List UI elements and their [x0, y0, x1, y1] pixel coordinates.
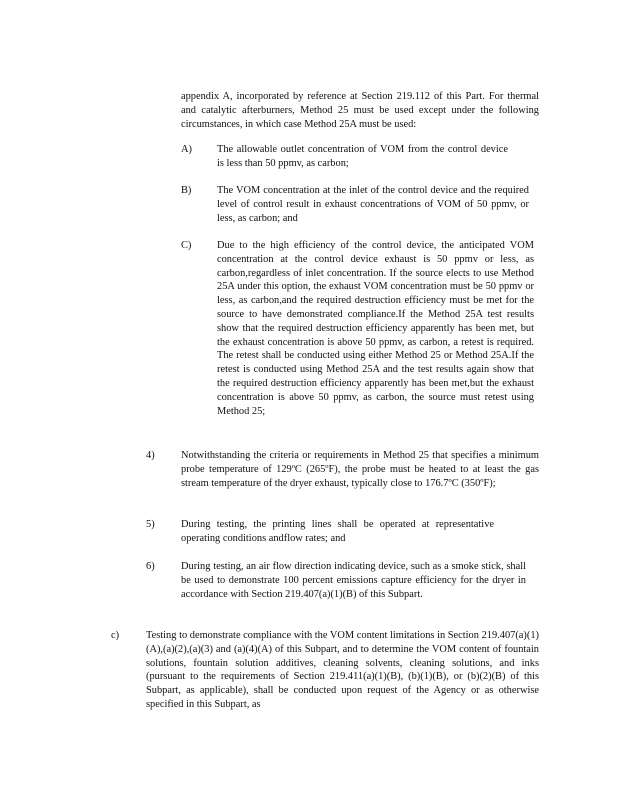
item-6-label: 6): [146, 561, 155, 572]
intro-paragraph: [181, 90, 539, 131]
subitem-b-label: B): [181, 185, 192, 196]
item-4-label: 4): [146, 450, 155, 461]
item-5-label: 5): [146, 519, 155, 530]
subitem-a: [217, 143, 508, 171]
subitem-b: [217, 184, 529, 225]
item-5-text: During testing, the printing lines shall be operated at representative operating conditions andflow rates; and: [181, 519, 494, 544]
subitem-b-text: The VOM concentration at the inlet of the control device and the required level of control result in exhaust concentrations of VOM of 50 ppmv, or less, as carbon; and: [217, 185, 529, 224]
subitem-c-text: Due to the high efficiency of the control device, the anticipated VOM concentration at the control device exhaust is 50 ppmv or less, as carbon,regardless of inlet concentration. If the source elects to use Method 25A under this option, the exhaust VOM concentration must be 50 ppmv or less, as carbon,and the required destruction efficiency must be met for the source to have demonstrated compliance.If the Method 25A test results show that the required destruction efficiency apparently has been met, but the exhaust concentration is above 50 ppmv, as carbon, a retest is required. The retest shall be conducted using either Method 25 or Method 25A.If the retest is conducted using Method 25A and the test results again show that the required destruction efficiency apparently has been met,but the exhaust concentration is above 50 ppmv, as carbon, the source must retest using Method 25;: [217, 240, 534, 417]
item-5: [181, 518, 494, 546]
subitem-a-label: A): [181, 144, 192, 155]
subitem-c: [217, 239, 534, 418]
section-c: [146, 629, 539, 712]
section-c-label: c): [111, 630, 120, 641]
intro-text: appendix A, incorporated by reference at Section 219.112 of this Part. For thermal and catalytic afterburners, Method 25 must be used except under the following circumstances, in which case Method 25A must be used:: [181, 91, 539, 130]
item-6: [181, 560, 526, 601]
subitem-a-text: The allowable outlet concentration of VOM from the control device is less than 50 ppmv, as carbon;: [217, 144, 508, 169]
item-6-text: During testing, an air flow direction indicating device, such as a smoke stick, shall be used to demonstrate 100 percent emissions capture efficiency for the dryer in accordance with Section 219.407(a)(1)(B) of this Subpart.: [181, 561, 526, 600]
section-c-text: Testing to demonstrate compliance with the VOM content limitations in Section 219.407(a)(1)(A),(a)(2),(a)(3) and (a)(4)(A) of this Subpart, and to determine the VOM content of fountain solutions, fountain solution additives, cleaning solvents, cleaning solutions, and inks (pursuant to the requirements of Section 219.411(a)(1)(B), (b)(1)(B), or (b)(2)(B) of this Subpart, as applicable), shall be conducted upon request of the Agency or as otherwise specified in this Subpart, as: [146, 630, 539, 710]
item-4: [181, 449, 539, 490]
item-4-text: Notwithstanding the criteria or requirements in Method 25 that specifies a minimum probe temperature of 129ºC (265ºF), the probe must be heated to at least the gas stream temperature of the dryer exhaust, typically close to 176.7ºC (350ºF);: [181, 450, 539, 489]
subitem-c-label: C): [181, 240, 192, 251]
